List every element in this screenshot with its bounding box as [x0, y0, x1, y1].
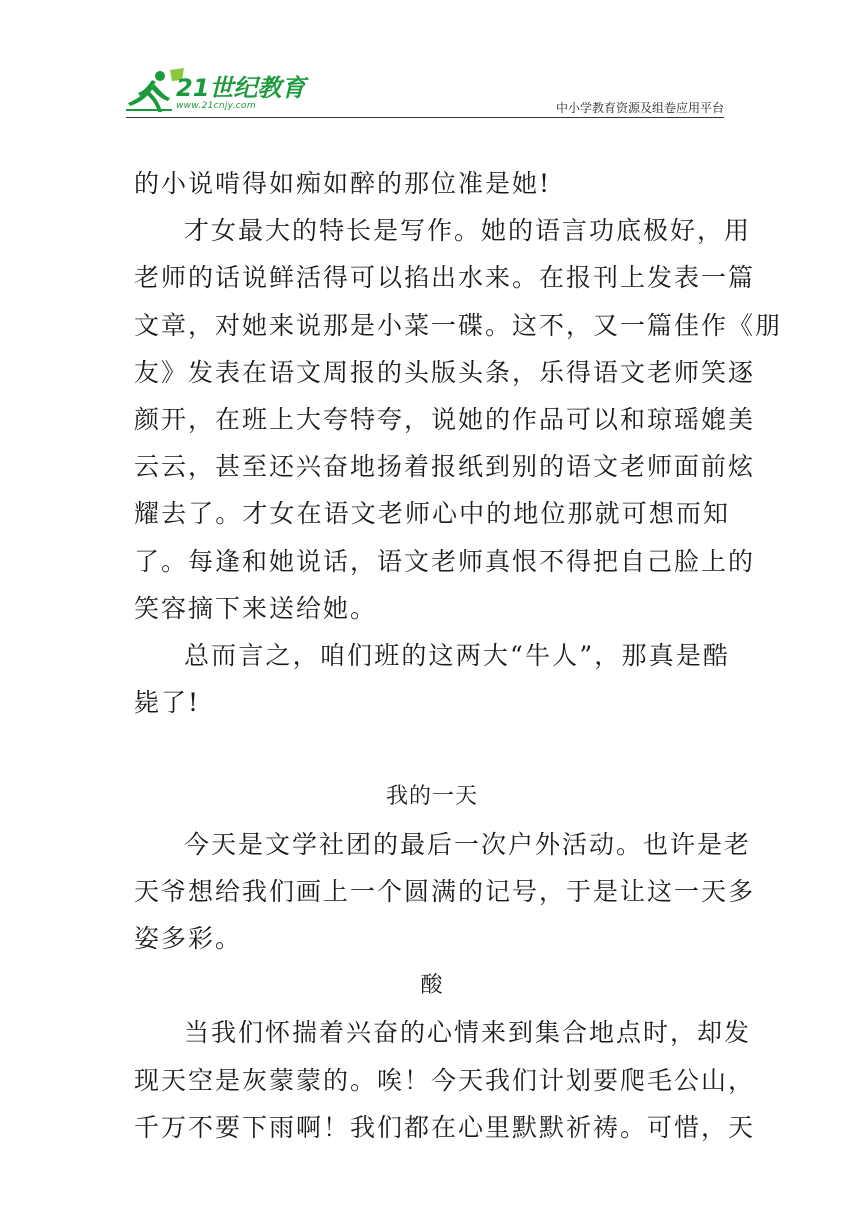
- subsection-title: 酸: [420, 973, 444, 999]
- document-body: [134, 160, 783, 1151]
- text-line: 耀去了。才女在语文老师心中的地位那就可想而知: [134, 499, 730, 529]
- text-line: 了。每逢和她说话，语文老师真恨不得把自己脸上的: [134, 546, 756, 576]
- text-line: 毙了!: [134, 688, 201, 718]
- text-line: 文章，对她来说那是小菜一碟。这不，又一篇佳作《朋: [134, 310, 783, 340]
- text-line: 友》发表在语文周报的头版头条，乐得语文老师笑逐: [134, 357, 756, 387]
- text-line: 现天空是灰蒙蒙的。唉！今天我们计划要爬毛公山，: [134, 1065, 756, 1095]
- text-line: 云云，甚至还兴奋地扬着报纸到别的语文老师面前炫: [134, 452, 756, 482]
- logo-url: www.21cnjy.com: [176, 101, 256, 111]
- text-line: 笑容摘下来送给她。: [134, 593, 378, 623]
- text-line: 天爷想给我们画上一个圆满的记号，于是让这一天多: [134, 876, 756, 906]
- platform-tagline: 中小学教育资源及组卷应用平台: [555, 101, 724, 115]
- text-line: 千万不要下雨啊！我们都在心里默默祈祷。可惜，天: [134, 1112, 756, 1142]
- text-line: 姿多彩。: [134, 924, 243, 953]
- page-header: [0, 0, 860, 120]
- section-title: 我的一天: [385, 784, 478, 810]
- header-divider: [126, 117, 724, 118]
- text-line: 的小说啃得如痴如醉的那位准是她!: [134, 169, 552, 198]
- text-line: 今天是文学社团的最后一次户外活动。也许是老: [184, 829, 752, 859]
- logo-text: 21世纪教育: [176, 74, 306, 102]
- text-line: 颜开，在班上大夸特夸，说她的作品可以和琼瑶媲美: [134, 404, 756, 434]
- text-line: 总而言之，咱们班的这两大“牛人”，那真是酷: [184, 640, 730, 670]
- paragraph-gap: [134, 726, 730, 773]
- text-line: 当我们怀揣着兴奋的心情来到集合地点时，却发: [184, 1018, 752, 1048]
- text-line: 老师的话说鲜活得可以掐出水来。在报刊上发表一篇: [134, 263, 756, 293]
- text-line: 才女最大的特长是写作。她的语言功底极好，用: [184, 216, 752, 246]
